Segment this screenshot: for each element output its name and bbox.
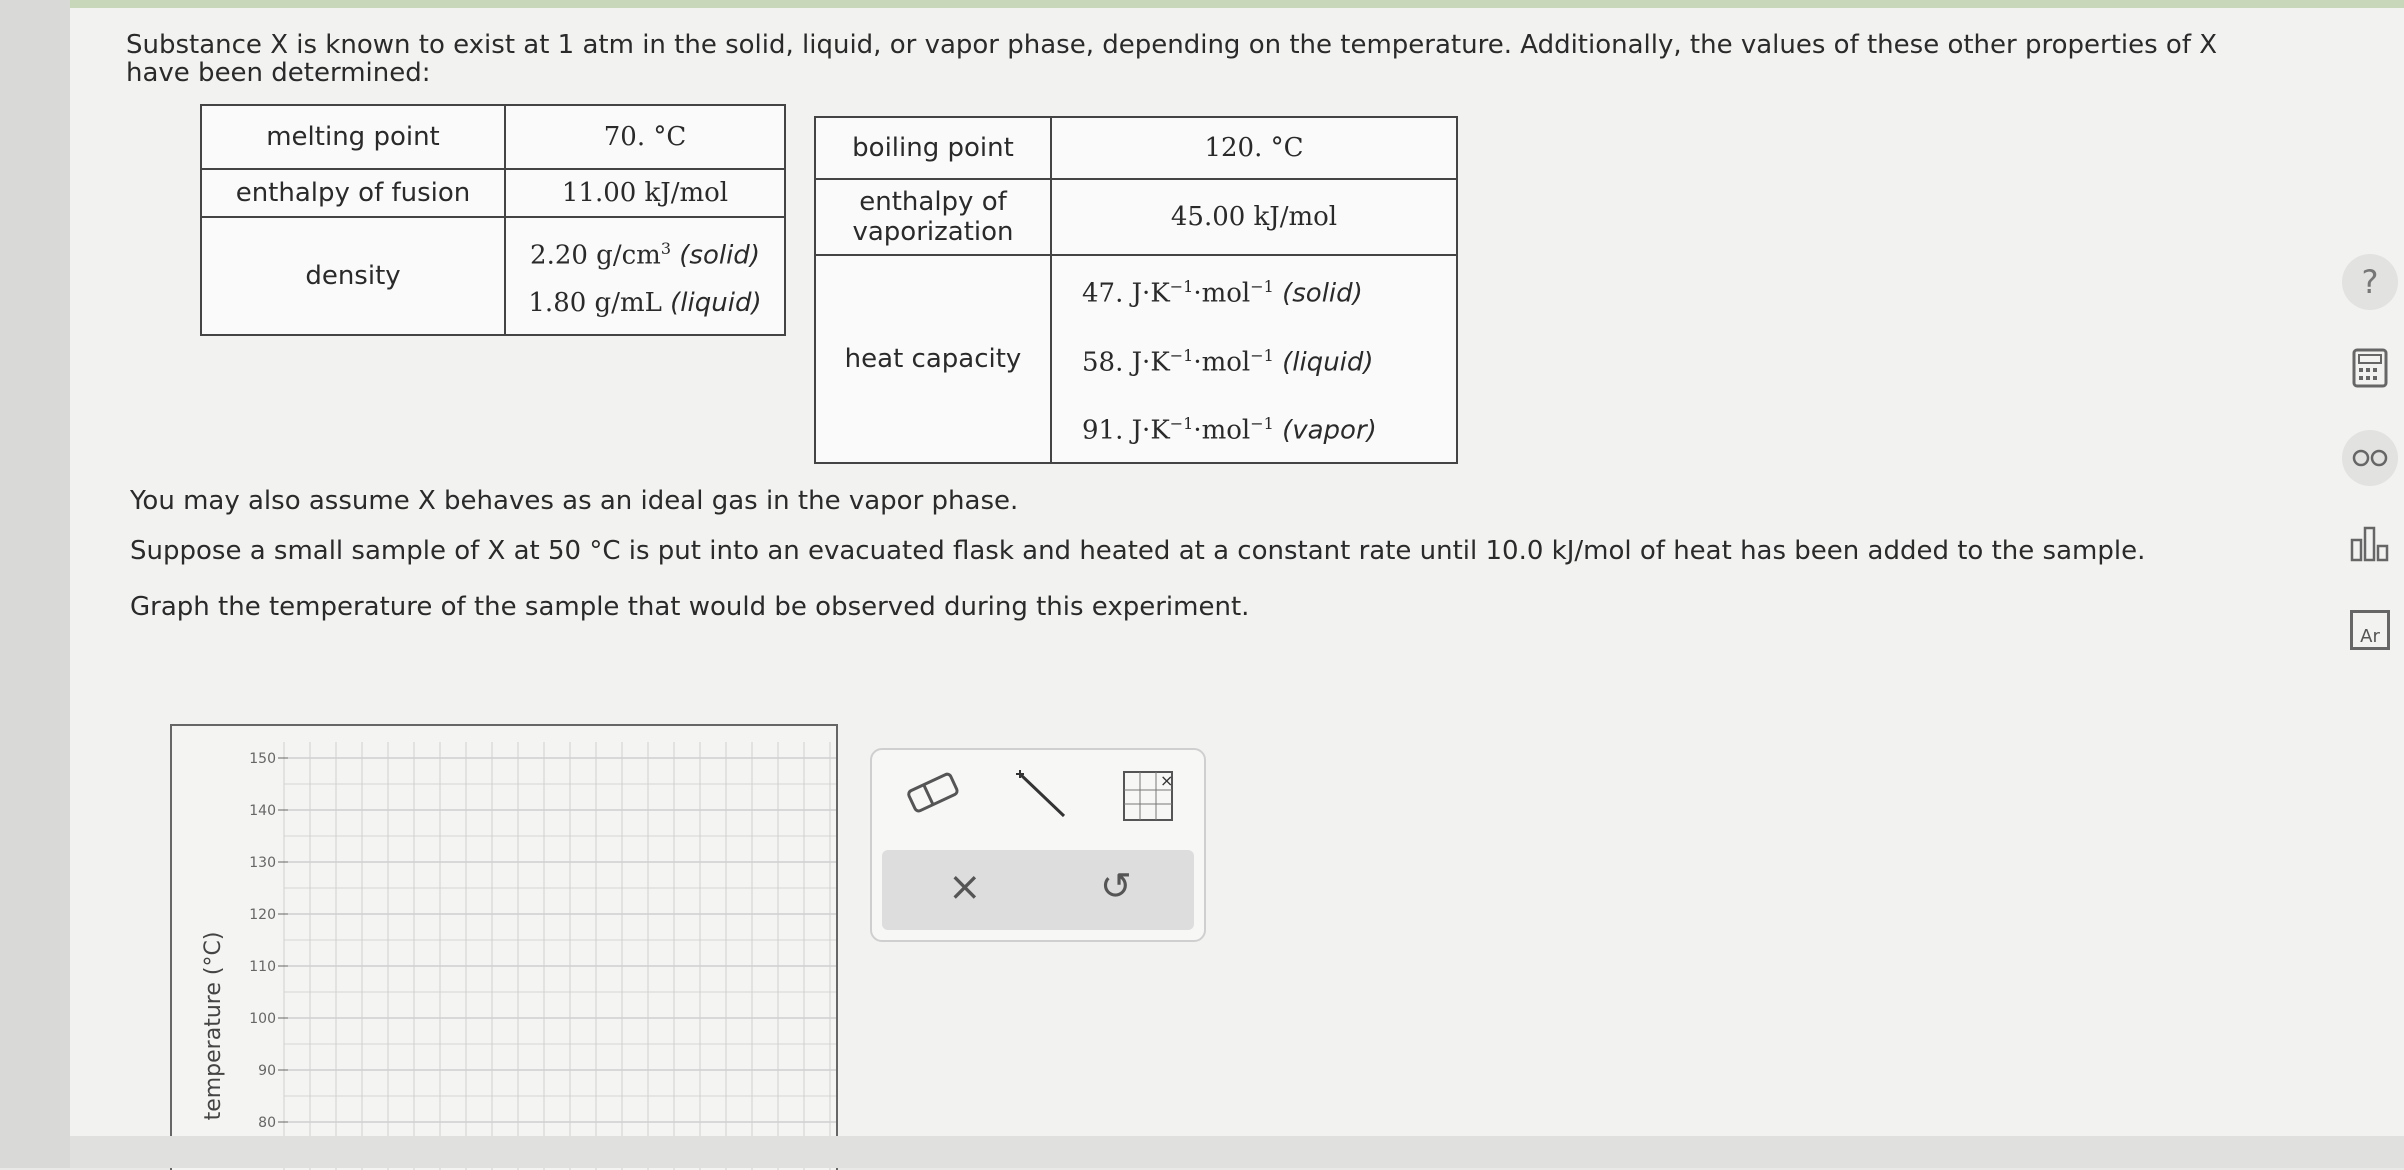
heat-capacity-label: heat capacity bbox=[815, 255, 1051, 463]
experiment-text-1: Suppose a small sample of X at 50 °C is put into an evacuated flask and heated at a constant rate until 10.0 kJ/mol of heat has been added to the sample. bbox=[130, 536, 2146, 566]
liquid-tag: (liquid) bbox=[670, 288, 762, 319]
graph-svg[interactable] bbox=[172, 726, 836, 1170]
graph-grid bbox=[284, 742, 836, 1170]
experiment-text-2: Graph the temperature of the sample that would be observed during this experiment. bbox=[130, 592, 1250, 622]
melting-point-label: melting point bbox=[201, 105, 505, 169]
enthalpy-vaporization-label bbox=[815, 179, 1051, 255]
y-tick-label: 100 bbox=[249, 1011, 276, 1027]
enthalpy-vaporization-value: 45.00 kJ/mol bbox=[1051, 179, 1457, 255]
properties-table-1 bbox=[200, 104, 786, 336]
question-intro-2: have been determined: bbox=[126, 58, 431, 88]
graph-area[interactable] bbox=[170, 724, 838, 1170]
density-value bbox=[505, 217, 785, 335]
question-intro: Substance X is known to exist at 1 atm in the solid, liquid, or vapor phase, depending on the temperature. Additionally, the values of these other properties of X bbox=[126, 30, 2218, 60]
hc-liquid: 58. $J\cdot K^{-1}\cdot mol^{-1}$ (liquid) bbox=[1082, 345, 1374, 378]
density-exponent: 3 bbox=[660, 238, 671, 258]
hv-label-line2: vaporization bbox=[852, 217, 1014, 247]
y-tick-label: 90 bbox=[258, 1063, 276, 1079]
hc-solid: 47. $J\cdot K^{-1}\cdot mol^{-1}$ (solid) bbox=[1082, 277, 1363, 309]
heat-capacity-values bbox=[1051, 255, 1457, 463]
density-label: density bbox=[201, 217, 505, 335]
y-axis-label: temperature (°C) bbox=[201, 931, 226, 1121]
bottom-bar bbox=[70, 1136, 2404, 1168]
clear-button[interactable]: × bbox=[948, 864, 982, 910]
y-axis-ticks bbox=[249, 751, 288, 1131]
help-button[interactable] bbox=[2342, 254, 2398, 310]
y-tick-label: 140 bbox=[249, 803, 276, 819]
grid-point-icon[interactable] bbox=[1122, 770, 1174, 822]
data-button[interactable] bbox=[2342, 516, 2398, 572]
calculator-button[interactable] bbox=[2342, 340, 2398, 396]
melting-point-value: 70. °C bbox=[505, 105, 785, 169]
y-tick-label: 120 bbox=[249, 907, 276, 923]
density-liquid: 1.80 g/mL bbox=[528, 288, 662, 319]
y-tick-label: 80 bbox=[258, 1115, 276, 1131]
solid-tag: (solid) bbox=[679, 240, 760, 271]
y-tick-label: 110 bbox=[249, 959, 276, 975]
calculator-icon bbox=[2352, 348, 2388, 388]
bar-chart-icon bbox=[2348, 524, 2392, 564]
help-icon: ? bbox=[2361, 263, 2379, 301]
line-tool-icon[interactable] bbox=[1012, 770, 1072, 820]
periodic-table-button[interactable] bbox=[2342, 602, 2398, 658]
ideal-gas-note: You may also assume X behaves as an ideal gas in the vapor phase. bbox=[130, 486, 1019, 516]
graph-tools-panel bbox=[870, 748, 1206, 942]
boiling-point-label: boiling point bbox=[815, 117, 1051, 179]
left-margin bbox=[0, 0, 70, 1168]
enthalpy-fusion-label: enthalpy of fusion bbox=[201, 169, 505, 217]
y-tick-label: 130 bbox=[249, 855, 276, 871]
glasses-icon bbox=[2350, 446, 2390, 470]
tutor-button[interactable] bbox=[2342, 430, 2398, 486]
y-tick-label: 150 bbox=[249, 751, 276, 767]
enthalpy-fusion-value: 11.00 kJ/mol bbox=[505, 169, 785, 217]
undo-button[interactable]: ↺ bbox=[1100, 864, 1132, 908]
properties-table-2 bbox=[814, 116, 1458, 464]
periodic-table-icon: Ar bbox=[2350, 610, 2390, 650]
svg-text:×: × bbox=[1160, 771, 1174, 790]
tools-actions-row bbox=[882, 850, 1194, 930]
eraser-icon[interactable] bbox=[902, 768, 962, 818]
boiling-point-value: 120. °C bbox=[1051, 117, 1457, 179]
hv-label-line1: enthalpy of bbox=[859, 187, 1007, 217]
hc-vapor: 91. $J\cdot K^{-1}\cdot mol^{-1}$ (vapor) bbox=[1082, 414, 1377, 446]
density-solid: 2.20 g/cm bbox=[530, 240, 661, 271]
